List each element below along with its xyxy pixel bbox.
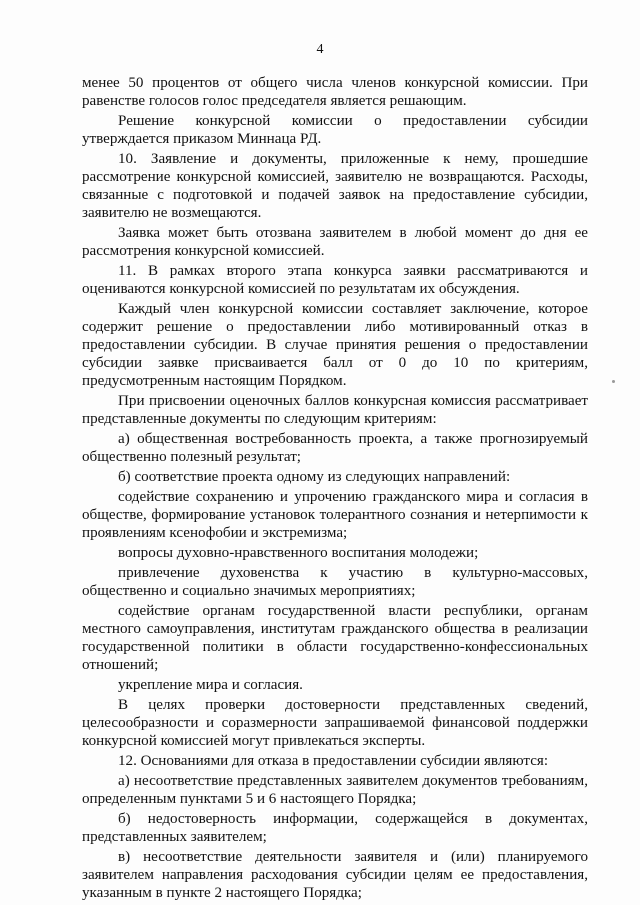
paragraph: Решение конкурсной комиссии о предоставлении субсидии утверждается приказом Миннаца РД. xyxy=(82,113,588,147)
paragraph: При присвоении оценочных баллов конкурсная комиссия рассматривает представленные документы по следующим критериям: xyxy=(82,393,588,427)
page-number: 4 xyxy=(316,42,324,57)
paragraph: содействие органам государственной власти республики, органам местного самоуправления, институтам гражданского общества в реализации государственной политики в области государственно-конфессиональных отношений; xyxy=(82,603,588,673)
scan-speck xyxy=(612,380,615,383)
paragraph: В целях проверки достоверности представленных сведений, целесообразности и соразмерности запрашиваемой финансовой поддержки конкурсной комиссией могут привлекаться эксперты. xyxy=(82,697,588,749)
document-body xyxy=(82,74,588,904)
paragraph: 12. Основаниями для отказа в предоставлении субсидии являются: xyxy=(118,753,549,769)
paragraph: укрепление мира и согласия. xyxy=(118,677,303,693)
paragraph: 11. В рамках второго этапа конкурса заявки рассматриваются и оцениваются конкурсной комиссией по результатам их обсуждения. xyxy=(82,263,588,297)
paragraph: б) соответствие проекта одному из следующих направлений: xyxy=(118,469,511,485)
paragraph: б) недостоверность информации, содержащейся в документах, представленных заявителем; xyxy=(82,811,588,845)
paragraph: а) общественная востребованность проекта, а также прогнозируемый общественно полезный результат; xyxy=(82,431,588,465)
paragraph: Заявка может быть отозвана заявителем в любой момент до дня ее рассмотрения конкурсной комиссией. xyxy=(82,225,588,259)
paragraph: 10. Заявление и документы, приложенные к нему, прошедшие рассмотрение конкурсной комиссией, заявителю не возвращаются. Расходы, связанные с подготовкой и подачей заявок на предоставление субсидии, заявителю не возмещаются. xyxy=(82,151,588,221)
paragraph: привлечение духовенства к участию в культурно-массовых, общественно и социально значимых мероприятиях; xyxy=(82,565,588,599)
paragraph: менее 50 процентов от общего числа членов конкурсной комиссии. При равенстве голосов голос председателя является решающим. xyxy=(82,75,588,109)
paragraph: а) несоответствие представленных заявителем документов требованиям, определенным пунктами 5 и 6 настоящего Порядка; xyxy=(82,773,588,807)
paragraph: Каждый член конкурсной комиссии составляет заключение, которое содержит решение о предоставлении либо мотивированный отказ в предоставлении субсидии. В случае принятия решения о предоставлении субсидии заявке присваивается балл от 0 до 10 по критериям, предусмотренным настоящим Порядком. xyxy=(82,301,588,389)
paragraph: вопросы духовно-нравственного воспитания молодежи; xyxy=(118,545,479,561)
paragraph: в) несоответствие деятельности заявителя и (или) планируемого заявителем направления расходования субсидии целям ее предоставления, указанным в пункте 2 настоящего Порядка; xyxy=(82,849,588,901)
paragraph: содействие сохранению и упрочению гражданского мира и согласия в обществе, формирование установок толерантного сознания и нетерпимости к проявлениям ксенофобии и экстремизма; xyxy=(82,489,588,541)
